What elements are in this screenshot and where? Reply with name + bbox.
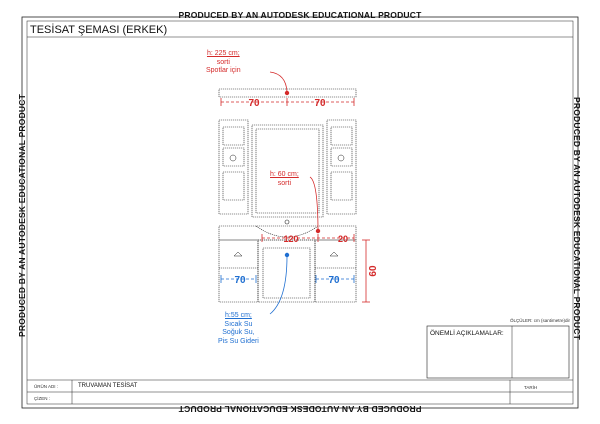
notes-title: ÖNEMLİ AÇIKLAMALAR: [430, 330, 504, 337]
furniture-elevation [219, 89, 356, 302]
lower-right-cabinet [315, 240, 356, 302]
lights-annotation [206, 50, 241, 76]
outer-frame [22, 17, 578, 408]
dim-cabinet-right: 70 [328, 275, 340, 286]
drawer-handle-icon-right [330, 252, 338, 256]
watermark-bottom: PRODUCED BY AN AUTODESK EDUCATIONAL PRODUCT [178, 404, 422, 414]
dim-counter-right: 20 [337, 234, 349, 244]
dim-top-left: 70 [248, 98, 260, 109]
dim-counter-mid: 120 [283, 234, 299, 244]
light-outlet-marker [285, 91, 289, 95]
sink-line2: Sıcak Su [224, 320, 253, 328]
sink-annotation [218, 312, 259, 346]
right-knob-icon [338, 155, 344, 161]
right-tall-cabinet [327, 120, 356, 214]
faucet-icon [285, 220, 289, 224]
inner-frame [27, 21, 573, 404]
lower-left-cabinet [219, 240, 258, 302]
left-tall-cabinet [219, 120, 248, 214]
date-label: TARİH [524, 385, 538, 390]
drawer-handle-icon [234, 252, 242, 256]
lights-line2: sorti [216, 58, 230, 66]
mirror-outlet-marker [316, 229, 320, 233]
units-note: ÖLÇÜLER: cm (santimetre)dir [510, 318, 571, 323]
page-title: TESİSAT ŞEMASI (ERKEK) [30, 24, 168, 36]
sink-line3: Soğuk Su, [222, 329, 255, 336]
sink-outlet-marker [285, 253, 289, 257]
watermark-right: PRODUCED BY AN AUTODESK EDUCATIONAL PRODUCT [572, 97, 582, 340]
product-value: TRUVAMAN TESİSAT [78, 383, 138, 389]
lights-line3: Spotlar için [206, 67, 241, 74]
mirror-height: h: 60 cm; [270, 171, 299, 178]
lights-height: h: 225 cm; [206, 50, 240, 57]
mirror-line2: sorti [277, 179, 292, 187]
left-knob-icon [230, 155, 236, 161]
product-label: ÜRÜN ADI : [34, 384, 59, 389]
watermark-top: PRODUCED BY AN AUTODESK EDUCATIONAL PRODUCT [178, 10, 422, 20]
mirror-annotation [270, 171, 299, 188]
drawer-label: ÇİZEN : [34, 396, 51, 401]
dim-cabinet-left: 70 [234, 275, 246, 286]
sink-line4: Pis Su Gideri [218, 337, 259, 345]
sink-height: h:55 cm; [225, 312, 252, 319]
dim-vertical: 60 [368, 265, 379, 277]
watermark-left: PRODUCED BY AN AUTODESK EDUCATIONAL PRODUCT [17, 94, 27, 337]
dim-top-right: 70 [314, 98, 326, 109]
